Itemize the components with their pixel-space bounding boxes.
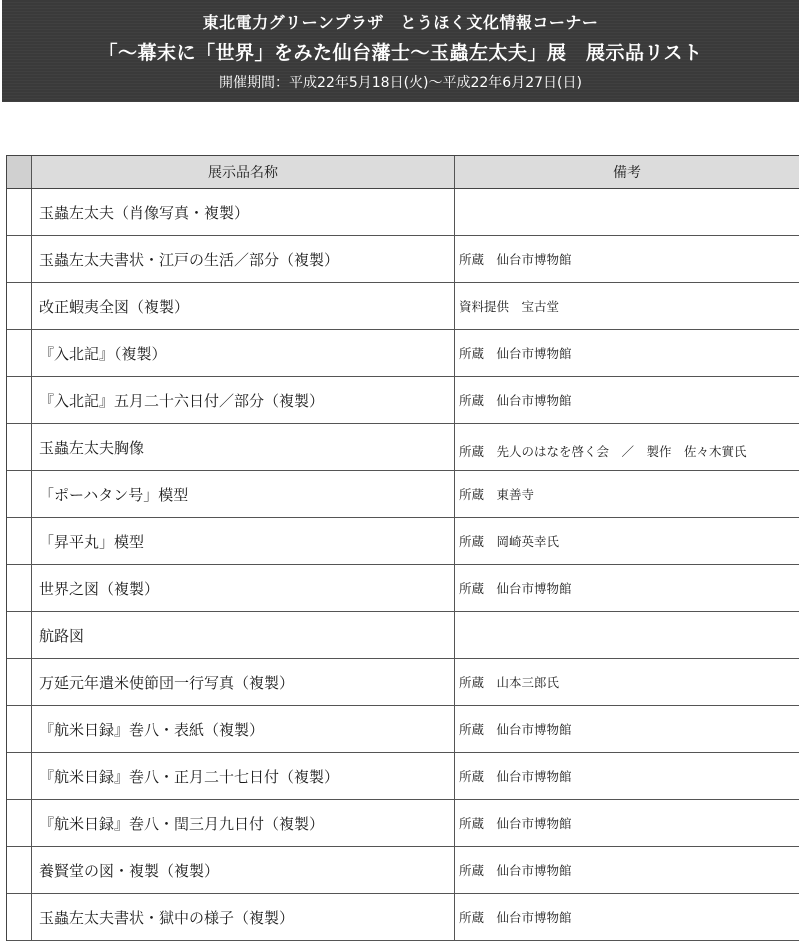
item-note: 所蔵 仙台市博物館 (459, 581, 572, 596)
exhibition-title: 「～幕末に「世界」をみた仙台藩士～玉蟲左太夫」展 展示品リスト (98, 42, 703, 64)
item-note: 所蔵 先人のはなを啓く会 ／ 製作 佐々木實氏 (459, 444, 747, 459)
item-note: 所蔵 仙台市博物館 (459, 393, 572, 408)
table-header-row (7, 156, 799, 189)
table-row (7, 330, 799, 377)
column-header-note: 備考 (613, 165, 641, 181)
organizer-title: 東北電力グリーンプラザ とうほく文化情報コーナー (202, 13, 599, 32)
item-name: 万延元年遣米使節団一行写真（複製） (32, 659, 455, 705)
item-note (455, 612, 799, 658)
item-name: 『入北記』（複製） (32, 330, 455, 376)
table-row (7, 518, 799, 565)
item-note: 所蔵 仙台市博物館 (459, 722, 572, 737)
item-note: 所蔵 仙台市博物館 (459, 816, 572, 831)
item-name: 『航米日録』巻八・表紙（複製） (32, 706, 455, 752)
item-name: 「ポーハタン号」模型 (32, 471, 455, 517)
column-header-name: 展示品名称 (32, 156, 455, 188)
table-row (7, 612, 799, 659)
item-note: 所蔵 仙台市博物館 (459, 863, 572, 878)
item-name: 『入北記』五月二十六日付／部分（複製） (32, 377, 455, 423)
table-row (7, 189, 799, 236)
table-row (7, 377, 799, 424)
table-row (7, 659, 799, 706)
title-banner (2, 0, 799, 102)
item-note: 所蔵 仙台市博物館 (459, 769, 572, 784)
exhibit-list-table (6, 155, 799, 941)
table-row (7, 800, 799, 847)
table-row (7, 706, 799, 753)
item-name: 玉蟲左太夫（肖像写真・複製） (32, 189, 455, 235)
item-name: 玉蟲左太夫胸像 (32, 424, 455, 470)
item-note: 所蔵 山本三郎氏 (459, 675, 560, 690)
item-note: 所蔵 仙台市博物館 (459, 346, 572, 361)
item-name: 『航米日録』巻八・閏三月九日付（複製） (32, 800, 455, 846)
table-row (7, 424, 799, 471)
item-name: 養賢堂の図・複製（複製） (32, 847, 455, 893)
table-row (7, 565, 799, 612)
item-name: 「昇平丸」模型 (32, 518, 455, 564)
item-note: 所蔵 仙台市博物館 (459, 252, 572, 267)
item-note: 所蔵 岡崎英幸氏 (459, 534, 560, 549)
item-name: 改正蝦夷全図（複製） (32, 283, 455, 329)
item-name: 『航米日録』巻八・正月二十七日付（複製） (32, 753, 455, 799)
item-name: 航路図 (32, 612, 455, 658)
item-note: 所蔵 仙台市博物館 (459, 910, 572, 925)
item-name: 玉蟲左太夫書状・江戸の生活／部分（複製） (32, 236, 455, 282)
table-row (7, 236, 799, 283)
table-row (7, 753, 799, 800)
exhibition-period: 開催期間：平成22年5月18日(火)～平成22年6月27日(日) (219, 75, 582, 91)
item-name: 世界之図（複製） (32, 565, 455, 611)
item-note: 所蔵 東善寺 (459, 487, 535, 502)
item-name: 玉蟲左太夫書状・獄中の様子（複製） (32, 894, 455, 940)
table-row (7, 847, 799, 894)
item-note: 資料提供 宝古堂 (459, 299, 560, 314)
item-note (455, 189, 799, 235)
table-row (7, 471, 799, 518)
table-row (7, 283, 799, 330)
table-row (7, 894, 799, 941)
row-marker-header (7, 156, 32, 188)
